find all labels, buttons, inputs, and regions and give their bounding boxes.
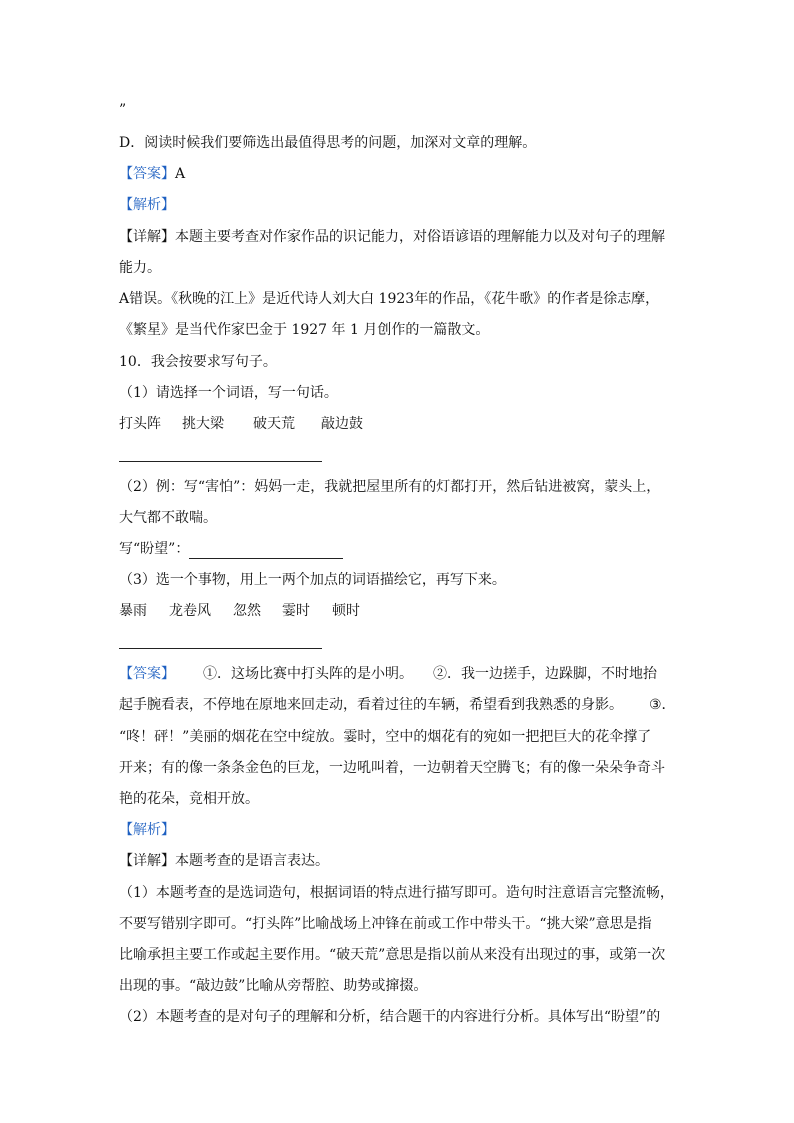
explain-1d: 出现的事。“敲边鼓”比喻从旁帮腔、助势或撺掇。: [119, 978, 428, 994]
word-choice: 暴雨: [119, 603, 147, 619]
detail-text: 本题主要考查对作家作品的识记能力，对俗语谚语的理解能力以及对句子的理解: [175, 229, 665, 245]
sub-question-2-cont: 大气都不敢喘。: [119, 510, 217, 526]
write-hope-line: [119, 539, 343, 559]
detail-line-10: [119, 851, 329, 871]
answer-part-2: ②．我一边搓手，边跺脚，不时地抬: [433, 666, 657, 682]
answer-part-3-num: ③．: [649, 697, 676, 713]
explain-1: （1）本题考查的是选词造句，根据词语的特点进行描写即可。造句时注意语言完整流畅，: [119, 885, 674, 901]
answer-line-10b: [119, 695, 676, 715]
detail-tag: 【详解】: [119, 853, 175, 869]
answer-blank-3: [119, 648, 322, 649]
word-choice: 敲边鼓: [321, 416, 363, 432]
answer-line-9: [119, 164, 185, 184]
answer-line-10d: 开来；有的像一条条金色的巨龙，一边吼叫着，一边朝着天空腾飞；有的像一朵朵争奇斗: [119, 760, 665, 776]
analysis-tag: 【解析】: [119, 197, 175, 213]
sub-question-2: （2）例：写“害怕”：妈妈一走，我就把屋里所有的灯都打开，然后钻进被窝，蒙头上，: [119, 479, 661, 495]
detail-line-2: 能力。: [119, 260, 161, 276]
explain-1c: 比喻承担主要工作或起主要作用。“破天荒”意思是指以前从来没有出现过的事，或第一次: [119, 947, 666, 963]
answer-line-10: [119, 664, 657, 684]
sub-question-3: （3）选一个事物，用上一两个加点的词语描绘它，再写下来。: [119, 572, 506, 588]
explain-1b: 不要写错别字即可。“打头阵”比喻战场上冲锋在前或工作中带头干。“挑大梁”意思是指: [119, 916, 652, 932]
word-choices-3: [119, 601, 360, 621]
answer-line-10e: 艳的花朵，竞相开放。: [119, 791, 259, 807]
answer-part-2-cont: 起手腕看表，不停地在原地来回走动，看着过往的车辆，希望看到我熟悉的身影。: [119, 697, 623, 713]
word-choice: 忽然: [233, 603, 261, 619]
sub-question-1: （1）请选择一个词语，写一句话。: [119, 385, 338, 401]
answer-part-1: ①．这场比赛中打头阵的是小明。: [203, 666, 413, 682]
word-choice: 顿时: [332, 603, 360, 619]
analysis-tag: 【解析】: [119, 822, 175, 838]
detail-line-3: A错误。《秋晚的江上》是近代诗人刘大白 1923年的作品，《花牛歌》的作者是徐志摩，: [119, 291, 660, 307]
word-choice: 霎时: [282, 603, 310, 619]
detail-line-4: 《繁星》是当代作家巴金于 1927 年 1 月创作的一篇散文。: [119, 322, 490, 338]
word-choice: 打头阵: [119, 416, 161, 432]
word-choice: 破天荒: [253, 416, 295, 432]
word-choices-1: [119, 414, 363, 434]
answer-line-10c: “咚！砰！”美丽的烟花在空中绽放。霎时，空中的烟花有的宛如一把把巨大的花伞撑了: [119, 729, 652, 745]
word-choice: 挑大梁: [182, 416, 224, 432]
detail-tag: 【详解】: [119, 229, 175, 245]
word-choice: 龙卷风: [169, 603, 211, 619]
detail-line: [119, 227, 665, 247]
answer-blank-1: [119, 461, 322, 462]
answer-tag: 【答案】: [119, 666, 175, 682]
explain-2: （2）本题考查的是对句子的理解和分析，结合题干的内容进行分析。具体写出“盼望”的: [119, 1009, 661, 1025]
option-d: D．阅读时候我们要筛选出最值得思考的问题，加深对文章的理解。: [119, 135, 537, 151]
detail-text: 本题考查的是语言表达。: [175, 853, 329, 869]
closing-quote: ”: [119, 102, 127, 118]
answer-blank-2: [189, 543, 343, 559]
answer-tag: 【答案】: [119, 166, 175, 182]
write-hope-label: 写“盼望”：: [119, 541, 190, 557]
answer-value: A: [175, 166, 186, 182]
question-10: 10．我会按要求写句子。: [119, 354, 277, 370]
